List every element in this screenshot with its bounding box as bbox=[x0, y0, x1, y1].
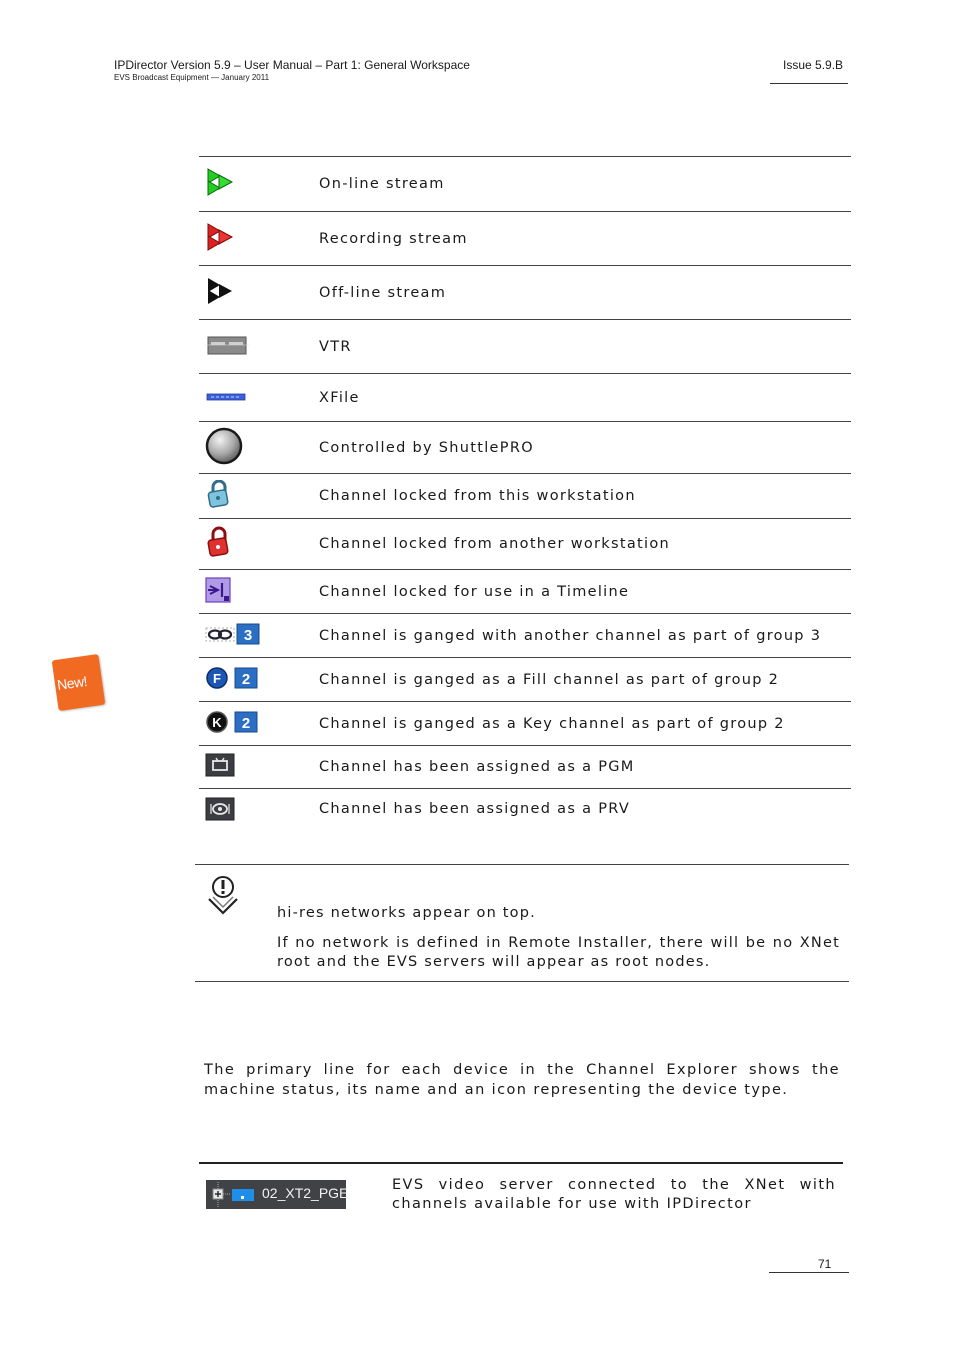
table-label: Channel has been assigned as a PRV bbox=[319, 789, 851, 833]
table-label: Channel has been assigned as a PGM bbox=[319, 746, 851, 789]
online-stream-icon bbox=[199, 157, 319, 212]
table-label: Off-line stream bbox=[319, 266, 851, 320]
timeline-lock-icon bbox=[199, 570, 319, 614]
footer-rule bbox=[769, 1272, 849, 1273]
table-label: Channel is ganged as a Fill channel as part of group 2 bbox=[319, 658, 851, 702]
table-label: On-line stream bbox=[319, 157, 851, 212]
group-number-badge: 2 bbox=[241, 714, 251, 732]
table-row bbox=[199, 746, 851, 789]
body-paragraph: The primary line for each device in the Channel Explorer shows the machine status, its name and an icon representing the device type. bbox=[204, 1062, 840, 1098]
table-row bbox=[199, 789, 851, 833]
group-number-badge: 2 bbox=[241, 670, 251, 688]
lock-red-icon bbox=[199, 519, 319, 570]
table-label: Channel locked from this workstation bbox=[319, 474, 851, 519]
issue-label: Issue 5.9.B bbox=[783, 58, 844, 72]
expand-plus-icon bbox=[206, 1180, 256, 1209]
fill-letter: F bbox=[213, 670, 221, 686]
xfile-icon bbox=[199, 374, 319, 422]
table-row bbox=[199, 474, 851, 519]
pgm-icon bbox=[199, 746, 319, 789]
server-description: EVS video server connected to the XNet with channels available for use with IPDirector bbox=[392, 1177, 836, 1212]
table-row bbox=[199, 374, 851, 422]
note-top-rule bbox=[195, 864, 849, 865]
table-row bbox=[199, 212, 851, 266]
lock-blue-icon bbox=[199, 474, 319, 519]
table-row bbox=[199, 422, 851, 474]
note-bottom-rule bbox=[195, 981, 849, 982]
table-row bbox=[199, 266, 851, 320]
table-row bbox=[199, 157, 851, 212]
shuttlepro-icon bbox=[199, 422, 319, 474]
header-rule bbox=[770, 83, 848, 84]
key-channel-icon bbox=[199, 702, 319, 746]
group-number-badge: 3 bbox=[243, 626, 253, 644]
note-icon bbox=[203, 875, 243, 917]
prv-icon bbox=[199, 789, 319, 833]
fill-channel-icon bbox=[199, 658, 319, 702]
table-row bbox=[199, 658, 851, 702]
offline-stream-icon bbox=[199, 266, 319, 320]
table-row bbox=[199, 320, 851, 374]
device-table-rule bbox=[199, 1162, 843, 1164]
vtr-icon bbox=[199, 320, 319, 374]
table-label: VTR bbox=[319, 320, 851, 374]
table-row bbox=[199, 570, 851, 614]
note-text-1: hi-res networks appear on top. bbox=[277, 905, 536, 921]
table-label: Channel locked from another workstation bbox=[319, 519, 851, 570]
new-badge bbox=[52, 654, 106, 711]
table-row bbox=[199, 519, 851, 570]
new-badge-label: New! bbox=[56, 672, 88, 693]
table-label: Recording stream bbox=[319, 212, 851, 266]
icon-legend-table bbox=[199, 156, 851, 833]
page-number: 71 bbox=[818, 1257, 832, 1271]
table-label: Channel is ganged as a Key channel as part of group 2 bbox=[319, 702, 851, 746]
document-subtitle: EVS Broadcast Equipment — January 2011 bbox=[114, 73, 270, 82]
server-row-screenshot bbox=[206, 1180, 349, 1209]
table-row bbox=[199, 614, 851, 658]
document-title: IPDirector Version 5.9 – User Manual – Part 1: General Workspace bbox=[114, 58, 470, 72]
server-name: 02_XT2_PGE bbox=[262, 1185, 349, 1201]
table-label: Channel locked for use in a Timeline bbox=[319, 570, 851, 614]
table-label: Controlled by ShuttlePRO bbox=[319, 422, 851, 474]
key-letter: K bbox=[212, 714, 222, 730]
recording-stream-icon bbox=[199, 212, 319, 266]
table-row bbox=[199, 702, 851, 746]
note-text-2: If no network is defined in Remote Installer, there will be no XNet root and the EVS servers will appear as root nodes. bbox=[277, 935, 840, 970]
table-label: Channel is ganged with another channel as part of group 3 bbox=[319, 614, 851, 658]
table-label: XFile bbox=[319, 374, 851, 422]
gang-group-icon bbox=[199, 614, 319, 658]
